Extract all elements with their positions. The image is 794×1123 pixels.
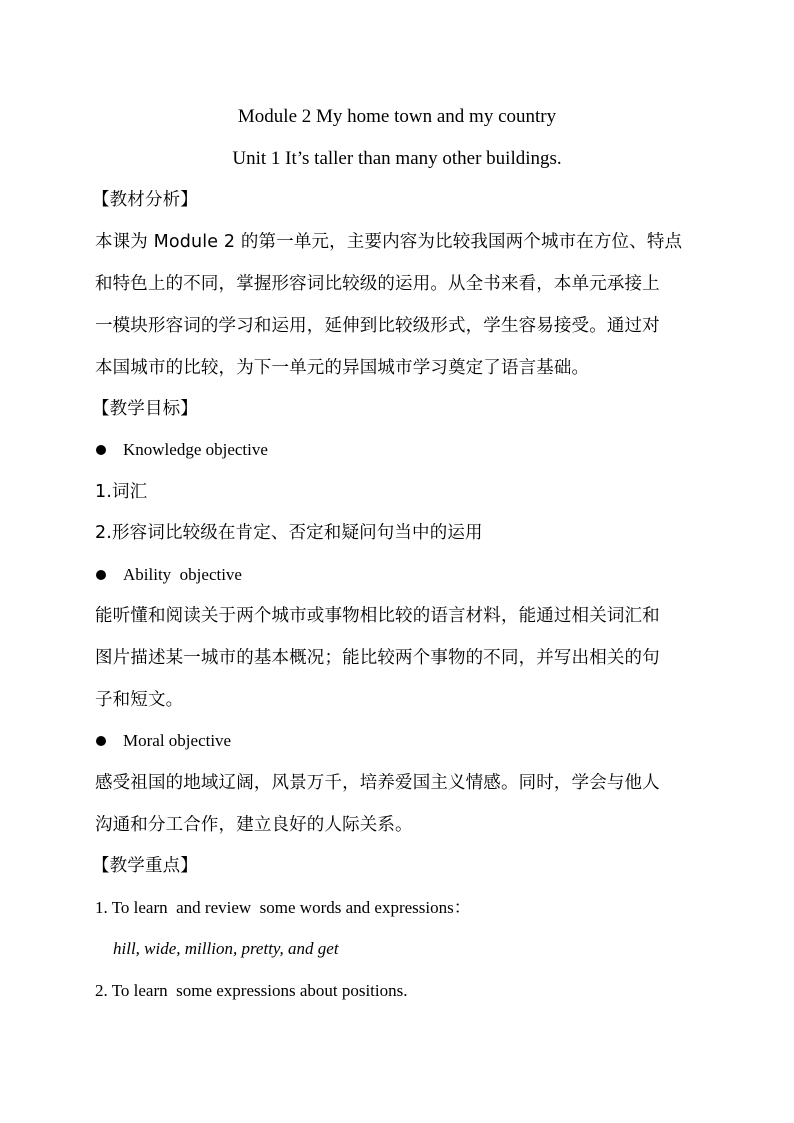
ability-line-1: 能听懂和阅读关于两个城市或事物相比较的语言材料，能通过相关词汇和 (95, 606, 660, 626)
bullet-knowledge (95, 438, 707, 462)
knowledge-item-1: 1.词汇 (95, 482, 148, 502)
moral-line-1: 感受祖国的地域辽阔，风景万千，培养爱国主义情感。同时，学会与他人 (95, 773, 660, 793)
analysis-line-2: 和特色上的不同，掌握形容词比较级的运用。从全书来看，本单元承接上 (95, 274, 660, 294)
keypoint-1: 1. To learn and review some words and expressions： (95, 898, 471, 917)
analysis-line-1: 本课为 Module 2 的第一单元，主要内容为比较我国两个城市在方位、特点 (95, 232, 683, 252)
ability-line-2: 图片描述某一城市的基本概况；能比较两个事物的不同，并写出相关的句 (95, 648, 660, 668)
section-heading-keypoints: 【教学重点】 (92, 856, 198, 876)
keypoint-2: 2. To learn some expressions about positions. (95, 981, 408, 1000)
bullet-dot-icon (96, 445, 106, 455)
section-heading-objectives: 【教学目标】 (92, 399, 198, 419)
bullet-knowledge-label: Knowledge objective (123, 440, 268, 459)
section-heading-analysis: 【教材分析】 (92, 190, 198, 210)
bullet-dot-icon (96, 570, 106, 580)
knowledge-item-2: 2.形容词比较级在肯定、否定和疑问句当中的运用 (95, 523, 483, 543)
unit-title: Unit 1 It’s taller than many other buildings. (232, 148, 562, 169)
bullet-moral (95, 729, 707, 753)
analysis-line-3: 一模块形容词的学习和运用，延伸到比较级形式，学生容易接受。通过对 (95, 316, 660, 336)
bullet-moral-label: Moral objective (123, 731, 232, 750)
moral-line-2: 沟通和分工合作，建立良好的人际关系。 (95, 815, 413, 835)
bullet-ability (95, 563, 707, 587)
module-title: Module 2 My home town and my country (237, 106, 557, 127)
bullet-dot-icon (96, 736, 106, 746)
ability-line-3: 子和短文。 (95, 690, 184, 710)
keypoint-1-words: hill, wide, million, pretty, and get (113, 939, 339, 958)
bullet-ability-label: Ability objective (123, 565, 242, 584)
analysis-line-4: 本国城市的比较，为下一单元的异国城市学习奠定了语言基础。 (95, 358, 590, 378)
